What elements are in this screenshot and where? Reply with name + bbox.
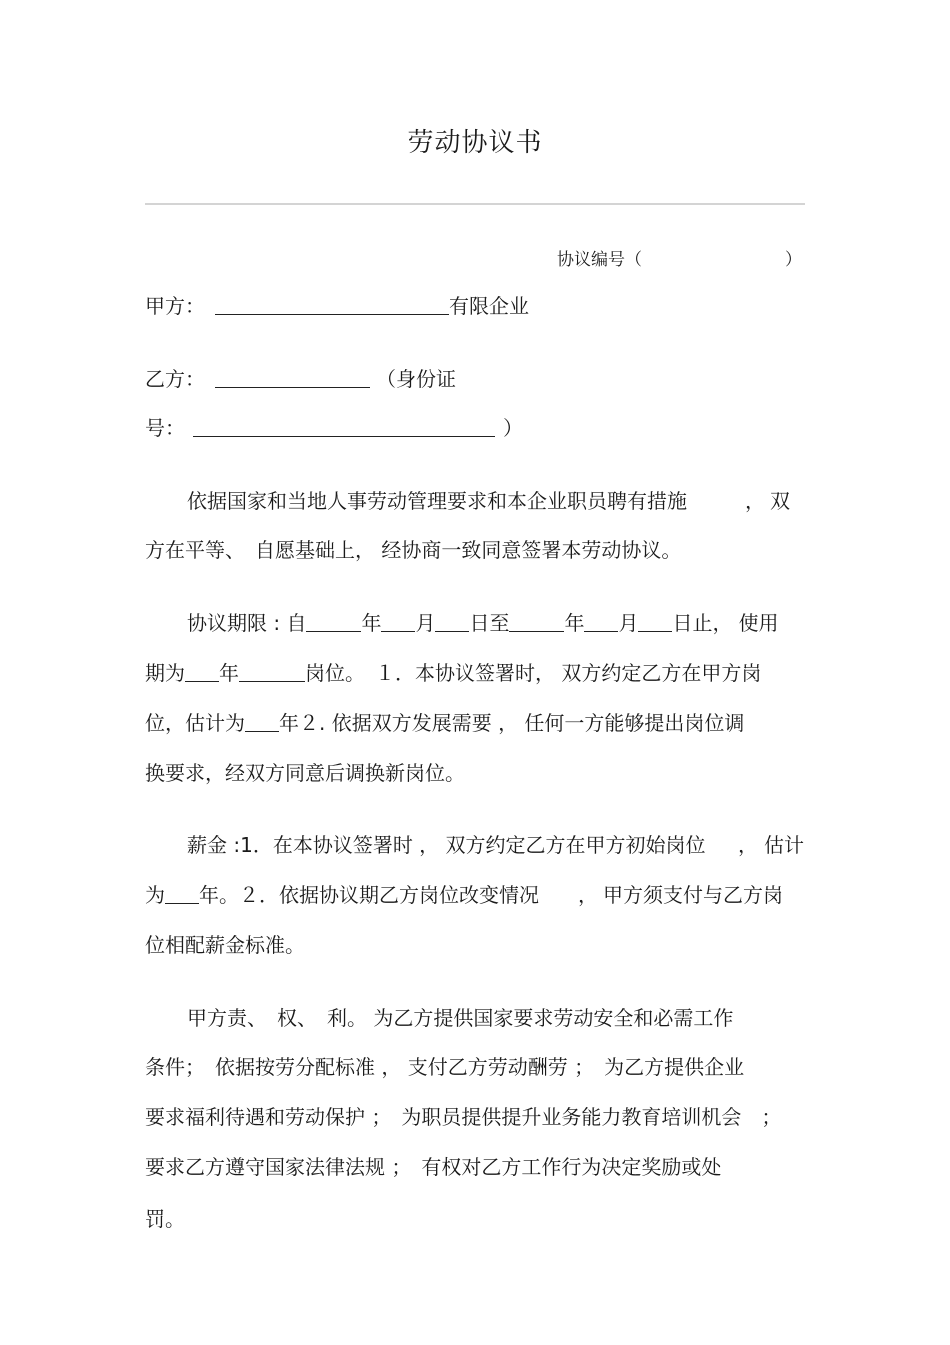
party-b-id-open: （身份证	[376, 367, 456, 391]
intro-line-1: 依据国家和当地人事劳动管理要求和本企业职员聘有措施	[187, 489, 687, 513]
term-line-1: 协议期限 : 自 年 月 日至 年 月 日止， 使用	[187, 611, 779, 635]
party-b-label: 乙方：	[145, 367, 205, 391]
contract-number-label: 协议编号（	[557, 250, 642, 270]
salary-line-1: 薪金 :1．在本协议签署时 ， 双方约定乙方在甲方初始岗位	[187, 833, 706, 857]
title-divider	[145, 203, 805, 205]
party-b-id-line	[145, 414, 523, 442]
intro-line-2: 方在平等、 自愿基础上， 经协商一致同意签署本劳动协议。	[145, 538, 682, 562]
start-year-blank[interactable]	[306, 609, 361, 632]
end-year-blank[interactable]	[509, 609, 564, 632]
probation-years-blank[interactable]	[185, 659, 219, 682]
end-month-blank[interactable]	[584, 609, 618, 632]
duties-line-1: 甲方责、 权、 利。 为乙方提供国家要求劳动安全和必需工作	[187, 1006, 734, 1030]
party-a-blank[interactable]	[215, 292, 449, 315]
party-a-suffix: 有限企业	[449, 294, 529, 318]
contract-number-line	[557, 246, 642, 274]
term-line-2: 期为 年 岗位。 １．本协议签署时， 双方约定乙方在甲方岗	[145, 661, 762, 685]
document-page: 劳动协议书 协议编号（ ） 甲方： 有限企业 乙方： （身份证 号： ） 依据国家和当地人事劳动管理要求和本企业职员聘有措施 ， 双 方在平等、 自愿基础上， 经协商一致同意签署本劳动协议。 协议期限 : 自 年 月 日至 年 月 日止， 使用 期为 年 岗位。 １．本协议签署时， 双方约定乙方在甲方岗 位，估计为 年２. 依据双方发展需要 ， 任何一方能够提出岗位调 换要求，经双方同意后调换新岗位。 薪金 :1．在本协议签署时 ， 双方约定乙方在甲方初始岗位 ， 估计 为 年。２．依据协议期乙方岗位改变情况 ， 甲方须支付与乙方岗 位相配薪金标准。 甲方责、 权、 利。 为乙方提供国家要求劳动安全和必需工作 条件； 依据按劳分配标准 ， 支付乙方劳动酬劳 ； 为乙方提供企业 要求福利待遇和劳动保护 ； 为职员提供提升业务能力教育培训机会 ； 要求乙方遵守国家法律法规 ； 有权对乙方工作行为决定奖励或处 罚。	[0, 0, 950, 1345]
document-title: 劳动协议书	[407, 128, 543, 158]
salary-years-blank[interactable]	[165, 881, 199, 904]
party-b-line	[145, 365, 456, 393]
duties-line-5: 罚。	[145, 1207, 185, 1231]
contract-number-close: ）	[785, 250, 802, 270]
party-a-line	[145, 292, 529, 320]
party-b-id-label: 号：	[145, 416, 185, 440]
duties-line-2: 条件； 依据按劳分配标准 ， 支付乙方劳动酬劳 ； 为乙方提供企业	[145, 1055, 745, 1079]
term-line-3: 位，估计为 年２. 依据双方发展需要 ， 任何一方能够提出岗位调	[145, 711, 745, 735]
salary-line-3: 位相配薪金标准。	[145, 933, 305, 957]
end-day-blank[interactable]	[638, 609, 672, 632]
start-month-blank[interactable]	[381, 609, 415, 632]
party-b-id-close: ）	[503, 416, 523, 440]
salary-line-2: 为 年。２．依据协议期乙方岗位改变情况	[145, 883, 539, 907]
party-a-label: 甲方：	[145, 294, 205, 318]
party-b-id-blank[interactable]	[193, 414, 495, 437]
party-b-blank[interactable]	[215, 365, 370, 388]
duties-line-3: 要求福利待遇和劳动保护 ； 为职员提供提升业务能力教育培训机会 ；	[145, 1105, 782, 1129]
start-day-blank[interactable]	[435, 609, 469, 632]
post-blank[interactable]	[239, 659, 305, 682]
duties-line-4: 要求乙方遵守国家法律法规 ； 有权对乙方工作行为决定奖励或处	[145, 1155, 722, 1179]
term-years-blank[interactable]	[245, 709, 279, 732]
term-line-4: 换要求，经双方同意后调换新岗位。	[145, 761, 465, 785]
